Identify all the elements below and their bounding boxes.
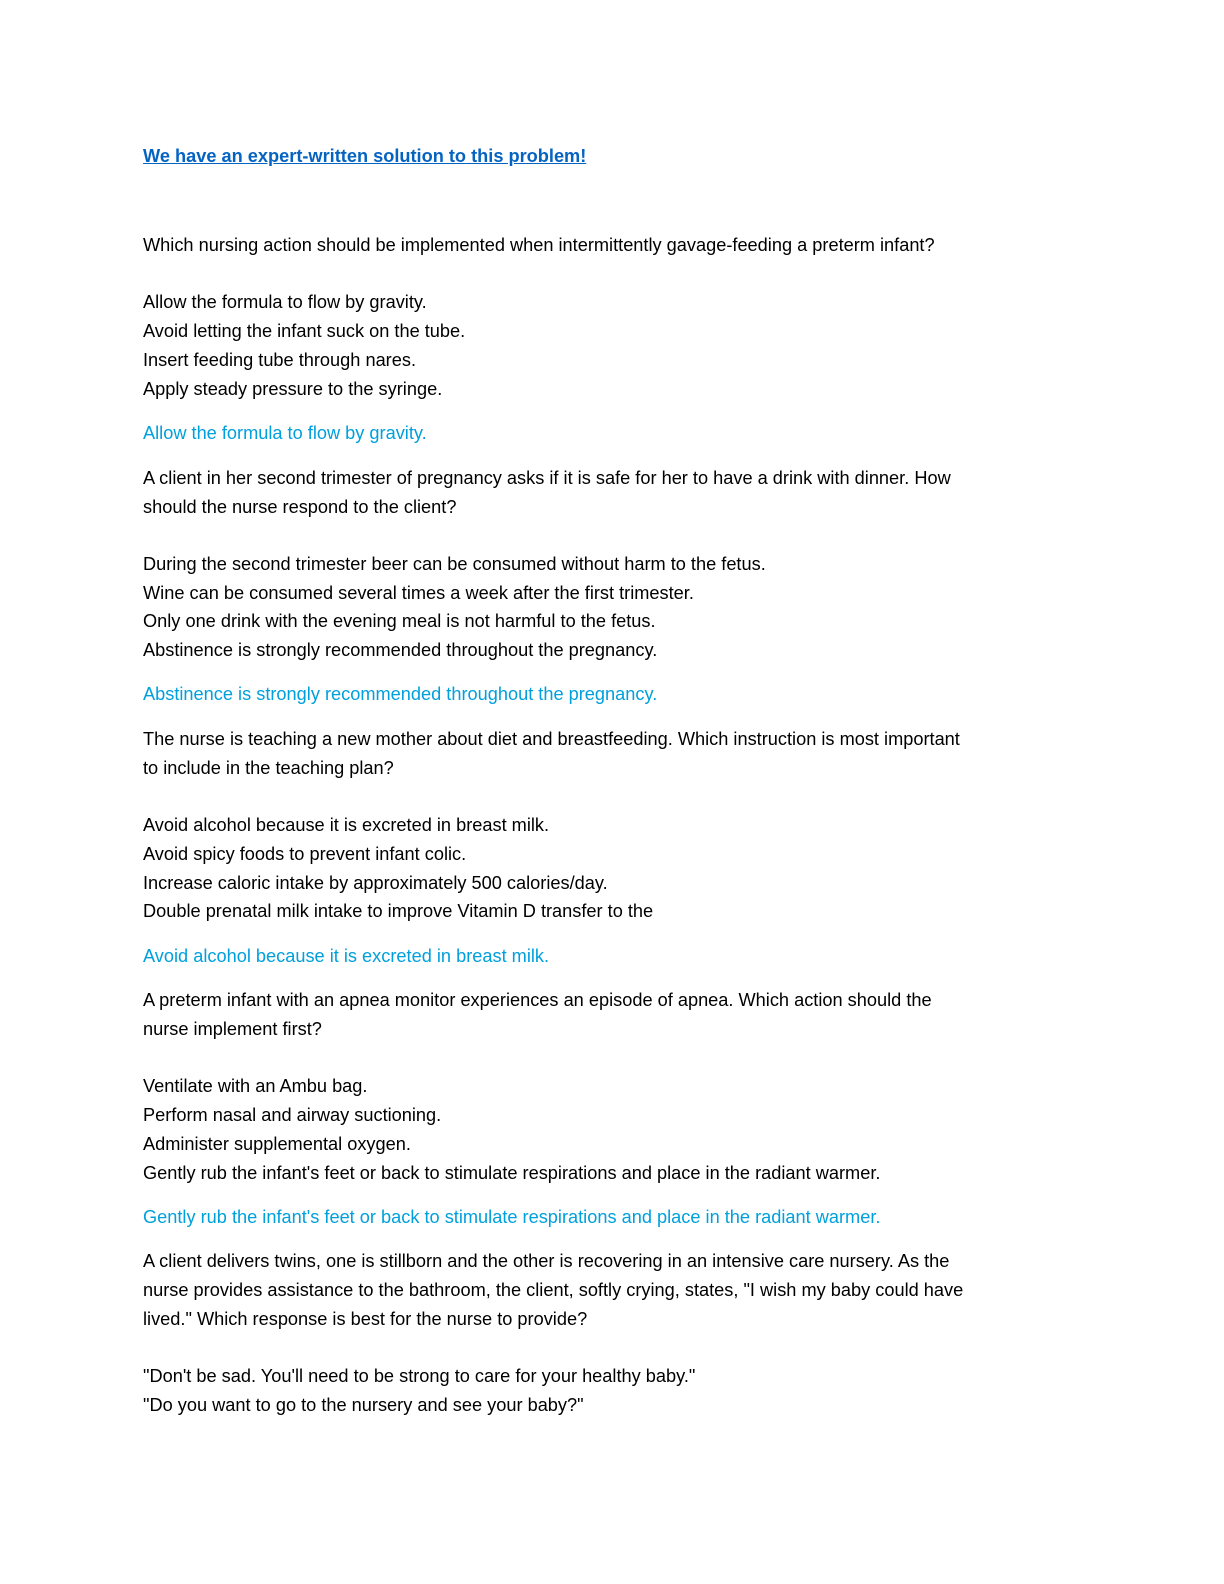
question-1-option-2: Avoid letting the infant suck on the tube. [143,321,466,341]
expert-solution-link[interactable]: We have an expert-written solution to this problem! [143,146,587,166]
question-4-option-2: Perform nasal and airway suctioning. [143,1105,442,1125]
question-2-stem-line-1: A client in her second trimester of pregnancy asks if it is safe for her to have a drink with dinner. How [143,468,951,488]
question-1-answer: Allow the formula to flow by gravity. [143,423,427,443]
question-3-option-1: Avoid alcohol because it is excreted in breast milk. [143,815,550,835]
question-5-stem-line-1: A client delivers twins, one is stillborn and the other is recovering in an intensive care nursery. As the [143,1251,950,1271]
question-1-stem: Which nursing action should be implemented when intermittently gavage-feeding a preterm infant? [143,235,935,255]
question-1-option-3: Insert feeding tube through nares. [143,350,416,370]
question-4-stem-line-1: A preterm infant with an apnea monitor experiences an episode of apnea. Which action should the [143,990,932,1010]
question-4-answer: Gently rub the infant's feet or back to stimulate respirations and place in the radiant warmer. [143,1207,881,1227]
question-2-stem-line-2: should the nurse respond to the client? [143,497,457,517]
question-4-option-1: Ventilate with an Ambu bag. [143,1076,368,1096]
question-3-stem-line-2: to include in the teaching plan? [143,758,394,778]
question-1-option-4: Apply steady pressure to the syringe. [143,379,443,399]
question-4-option-4: Gently rub the infant's feet or back to stimulate respirations and place in the radiant warmer. [143,1163,881,1183]
question-3-option-2: Avoid spicy foods to prevent infant colic. [143,844,467,864]
question-1-option-1: Allow the formula to flow by gravity. [143,292,427,312]
question-3-option-4: Double prenatal milk intake to improve Vitamin D transfer to the [143,901,654,921]
question-2-option-3: Only one drink with the evening meal is not harmful to the fetus. [143,611,656,631]
question-3-answer: Avoid alcohol because it is excreted in breast milk. [143,946,550,966]
question-3-stem-line-1: The nurse is teaching a new mother about diet and breastfeeding. Which instruction is most important [143,729,960,749]
question-5-stem-line-2: nurse provides assistance to the bathroom, the client, softly crying, states, "I wish my baby could have [143,1280,964,1300]
question-5-option-1: "Don't be sad. You'll need to be strong to care for your healthy baby." [143,1366,696,1386]
question-4-stem-line-2: nurse implement first? [143,1019,322,1039]
question-3-option-3: Increase caloric intake by approximately 500 calories/day. [143,873,608,893]
question-5-stem-line-3: lived." Which response is best for the nurse to provide? [143,1309,588,1329]
question-5-option-2: "Do you want to go to the nursery and see your baby?" [143,1395,584,1415]
question-2-answer: Abstinence is strongly recommended throughout the pregnancy. [143,684,658,704]
question-2-option-1: During the second trimester beer can be consumed without harm to the fetus. [143,554,766,574]
question-2-option-4: Abstinence is strongly recommended throughout the pregnancy. [143,640,658,660]
question-2-option-2: Wine can be consumed several times a week after the first trimester. [143,583,694,603]
question-4-option-3: Administer supplemental oxygen. [143,1134,411,1154]
